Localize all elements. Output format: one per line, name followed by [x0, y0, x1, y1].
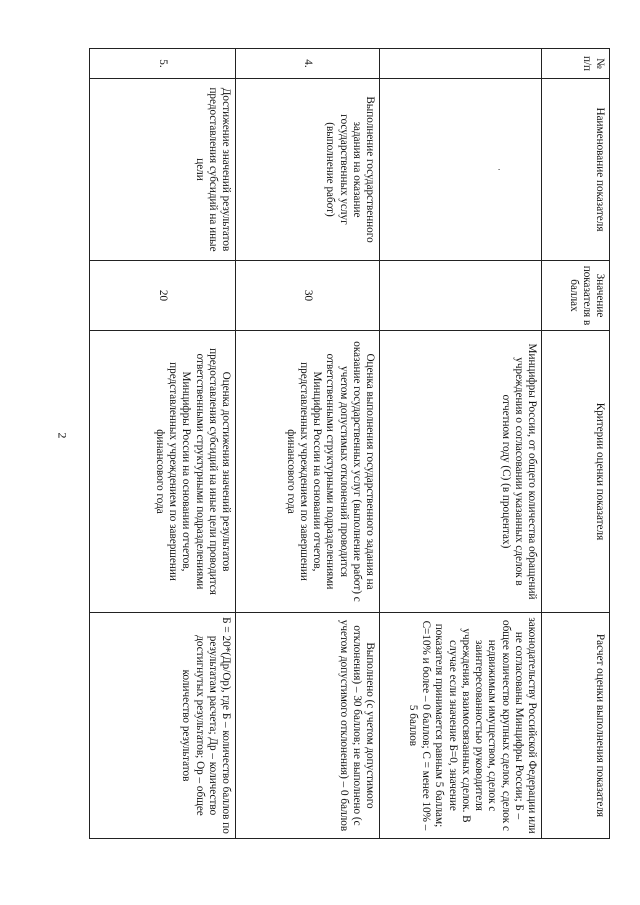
cell-name-mark: · — [494, 168, 504, 171]
cell-num — [380, 49, 542, 79]
cell-num: 4. — [236, 49, 380, 79]
cell-name: Достижение значений результатов предоставления субсидий на иные цели — [90, 79, 236, 261]
cell-criteria: Минцифры России, от общего количества обращений учреждения о согласовании указанных сделок в отчетном году (С) (в процентах) — [380, 331, 542, 613]
cell-name — [380, 79, 542, 261]
cell-calc: Б = 20*(Др/Ор), где Б – количество баллов по результатам расчета; Др – количество достигнутых результатов; Ор – общее количество результатов — [90, 613, 236, 839]
header-calc: Расчет оценки выполнения показателя — [542, 613, 610, 839]
cell-value: 30 — [236, 261, 380, 331]
cell-value — [380, 261, 542, 331]
cell-name: Выполнение государственного задания на оказание государственных услуг (выполнение работ) — [236, 79, 380, 261]
header-name: Наименование показателя — [542, 79, 610, 261]
table-header-row — [542, 49, 610, 839]
table-row-continuation — [380, 49, 542, 839]
indicator-table — [89, 48, 610, 839]
table-row — [236, 49, 380, 839]
page-number: 2 — [55, 432, 70, 439]
header-num: № п/п — [542, 49, 610, 79]
cell-value: 20 — [90, 261, 236, 331]
cell-calc: законодательству Российской Федерации или не согласованы Минцифры России; Б – общее количество крупных сделок, сделок с недвижимым имуществом, сделок с заинтересованностью руководителя учреждения, взаимосвязанных сделок. В случае если значение Б=0, значение показателя принимается равным 5 баллам; С=10% и более – 0 баллов; С = менее 10% – 5 баллов — [380, 613, 542, 839]
cell-calc: Выполнено (с учетом допустимого отклонения) – 30 баллов; не выполнено (с учетом допустимого отклонения) – 0 баллов — [236, 613, 380, 839]
rotated-table-container — [90, 48, 610, 838]
table-row — [90, 49, 236, 839]
header-value: Значение показателя в баллах — [542, 261, 610, 331]
header-criteria: Критерии оценки показателя — [542, 331, 610, 613]
cell-criteria: Оценка выполнения государственного задания на оказание государственных услуг (выполнение работ) с учетом допустимых отклонений проводится ответственными структурными подразделениями Минцифры России на основании отчетов, представленных учреждением по завершении финансового года — [236, 331, 380, 613]
cell-num: 5. — [90, 49, 236, 79]
cell-criteria: Оценка достижения значений результатов предоставления субсидий на иные цели проводится ответственными структурными подразделениями Минцифры России на основании отчетов, представленных учреждением по завершении финансового года — [90, 331, 236, 613]
